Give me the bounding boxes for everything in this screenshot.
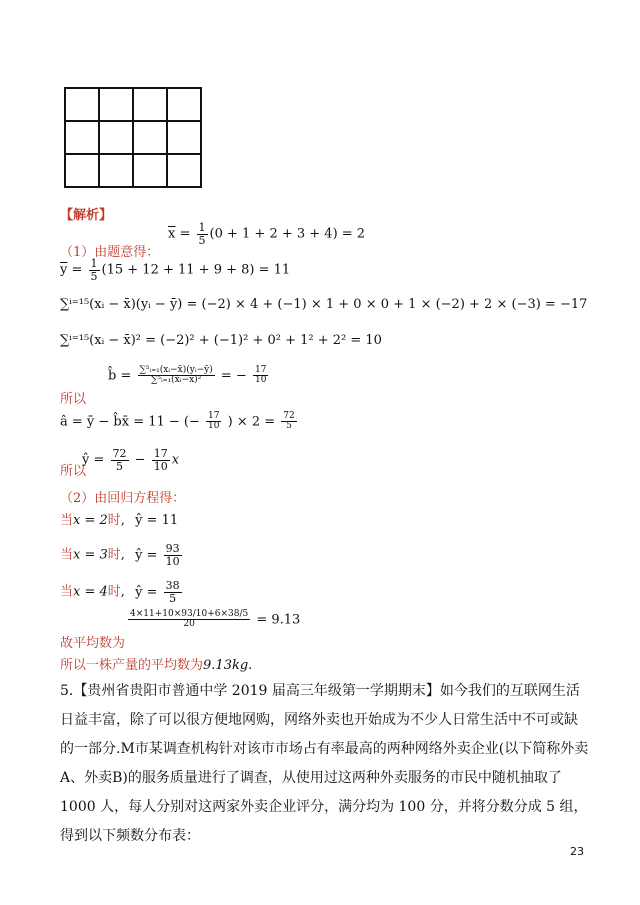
b-hat-den: ∑⁵ᵢ₌₁(xᵢ−x̄)² — [150, 375, 202, 386]
final-answer — [60, 654, 252, 673]
time-label: 时 — [107, 547, 121, 563]
grid-cell — [132, 120, 168, 155]
analysis-heading: 【解析】 — [60, 208, 113, 223]
x-mean-den: 5 — [198, 233, 206, 247]
reg-a-den: 5 — [116, 459, 124, 473]
part1-label: （1）由题意得： — [60, 245, 160, 260]
a-hat-mid-num: 17 — [208, 411, 220, 421]
sum-xx-equation: ∑ⁱ⁼¹⁵(xᵢ − x̄)² = (−2)² + (−1)² + 0² + 1² + 2² = 10 — [60, 333, 382, 348]
grid-cell — [132, 153, 168, 188]
page-number: 23 — [570, 845, 584, 858]
grid-cell — [166, 153, 202, 188]
grid-cell — [98, 153, 134, 188]
reg-a-num: 72 — [112, 447, 127, 460]
case-x4: 当x = 4时, ŷ = $\frac{38}{5}$ — [60, 579, 180, 605]
reg-lhs: ŷ = — [82, 452, 105, 468]
x4-value: x = 4 — [73, 584, 108, 600]
x-mean-equation: $\overline{x}$ = $\frac{1}{5}$ (0 + 1 + 2 + 3 + 4) = 2 — [168, 221, 366, 247]
problem-5-text: 5.【贵州省贵阳市普通中学 2019 届高三年级第一学期期末】如今我们的互联网生活日益丰富，除了可以很方便地网购，网络外卖也开始成为不少人日常生活中不可或缺的一部分.M市某调查机构针对该市市场占有率最高的两种网络外卖企业(以下简称外卖 A、外卖B)的服务质量进行了调查，从使用过这两种外卖服务的市民中随机抽取了 1000 人，每人分别对这两家外卖企业评分，满分均为 100 分，并将分数分成 5 组，得到以下频数分布表： — [60, 683, 589, 844]
b-hat-equation — [108, 366, 270, 386]
sum-xy-equation: ∑ⁱ⁼¹⁵(xᵢ − x̄)(yᵢ − ȳ) = (−2) × 4 + (−1) × 1 + 0 × 0 + 1 × (−2) + 2 × (−3) = −17 — [60, 297, 588, 312]
reg-minus: − — [134, 452, 146, 468]
grid-figure — [64, 87, 200, 187]
x-mean-symbol: $\overline{x}$ — [168, 226, 176, 242]
y3-lhs: ŷ = — [135, 547, 158, 563]
grid-cell — [64, 120, 100, 155]
grid-cell — [64, 153, 100, 188]
y3-num: 93 — [165, 542, 180, 555]
time-label: 时 — [107, 584, 121, 600]
a-hat-mid: ) × 2 = — [227, 414, 276, 430]
average-equation — [126, 610, 300, 630]
average-label: 故平均数为 — [60, 636, 126, 651]
b-hat-rhs: = − — [220, 368, 247, 384]
y-mean-equation: $\overline{y}$ = $\frac{1}{5}$ (15 + 12 + 11 + 9 + 8) = 11 — [60, 257, 291, 283]
a-hat-equation — [60, 412, 299, 432]
y2-value: ŷ = 11 — [135, 513, 179, 528]
suoyi-2: 所以 — [60, 464, 87, 479]
x2-value: x = 2 — [73, 513, 108, 528]
suoyi-1: 所以 — [60, 392, 87, 407]
when-label: 当 — [60, 584, 74, 600]
avg-num: 4×11+10×93/10+6×38/5 — [130, 609, 249, 619]
y-mean-den: 5 — [90, 269, 98, 283]
y3-den: 10 — [165, 554, 180, 568]
y4-den: 5 — [169, 591, 177, 605]
grid-cell — [166, 120, 202, 155]
case-x3: 当x = 3时, ŷ = $\frac{93}{10}$ — [60, 542, 180, 568]
b-hat-lhs: b̂ = — [108, 368, 132, 384]
y-mean-symbol: $\overline{y}$ — [60, 262, 68, 278]
y-mean-num: 1 — [90, 257, 98, 270]
b-hat-val-den: 10 — [254, 375, 267, 386]
avg-value: = 9.13 — [256, 612, 301, 628]
y4-lhs: ŷ = — [135, 584, 158, 600]
x-mean-rhs: (0 + 1 + 2 + 3 + 4) = 2 — [209, 226, 366, 242]
part2-label: （2）由回归方程得： — [60, 491, 186, 506]
grid-cell — [64, 87, 100, 122]
y-mean-rhs: (15 + 12 + 11 + 9 + 8) = 11 — [101, 262, 291, 278]
final-text: 所以一株产量的平均数为 — [60, 658, 204, 673]
grid-cell — [132, 87, 168, 122]
time-label: 时 — [107, 513, 121, 528]
b-hat-val-num: 17 — [254, 365, 267, 375]
a-hat-mid-den: 10 — [208, 421, 220, 432]
x3-value: x = 3 — [73, 547, 108, 563]
reg-b-num: 17 — [153, 447, 168, 460]
grid-cell — [98, 87, 134, 122]
a-hat-lhs: â = ȳ − b̂x̄ = 11 − (− — [60, 414, 200, 430]
final-end: . — [248, 658, 253, 673]
x-mean-num: 1 — [198, 221, 206, 234]
final-value: 9.13kg — [203, 658, 249, 673]
y4-num: 38 — [165, 579, 180, 592]
when-label: 当 — [60, 513, 74, 528]
when-label: 当 — [60, 547, 74, 563]
a-hat-val-num: 72 — [283, 411, 295, 421]
grid-cell — [98, 120, 134, 155]
b-hat-num: ∑⁵ᵢ₌₁(xᵢ−x̄)(yᵢ−ȳ) — [139, 365, 213, 375]
a-hat-val-den: 5 — [286, 421, 292, 432]
case-x2: 当x = 2时, ŷ = 11 — [60, 513, 179, 528]
grid-cell — [166, 87, 202, 122]
regression-equation — [82, 448, 179, 472]
reg-b-den: 10 — [153, 459, 168, 473]
reg-x: x — [171, 452, 180, 468]
avg-den: 20 — [183, 619, 195, 630]
